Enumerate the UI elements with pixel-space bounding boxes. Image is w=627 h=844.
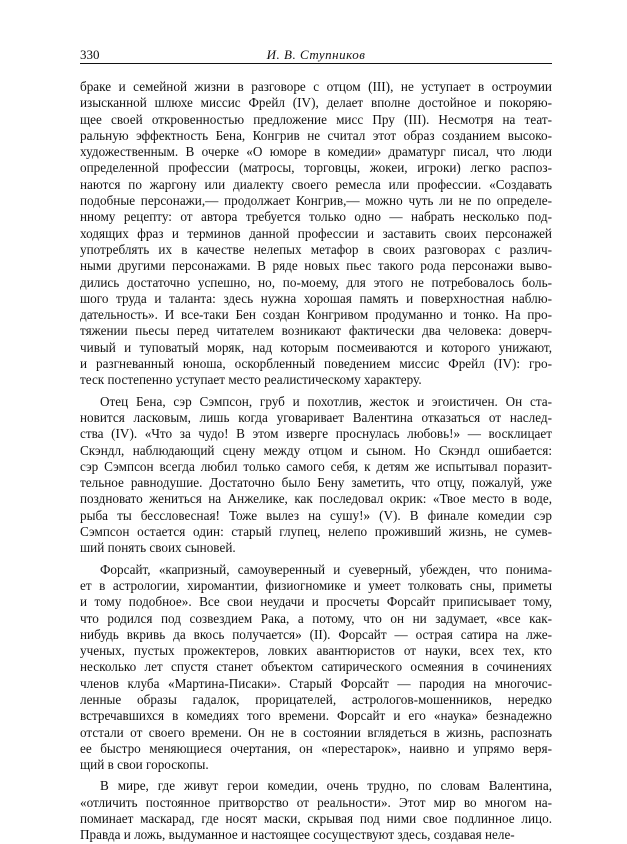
- text-line: чивый и туповатый моряк, над которым посмеиваются и которого унижают,: [80, 339, 552, 355]
- text-line: ший понять своих сыновей.: [80, 540, 236, 556]
- text-line: ства (IV). «Что за чудо! В этом изверге проснулась любовь!» — восклицает: [80, 426, 552, 442]
- text-line: Скэндл, наблюдающий сцену между отцом и сыном. Но Скэндл ошибается:: [80, 442, 552, 458]
- text-line: что родился под созвездием Рака, а потому, что он ни задумает, «все как-: [80, 610, 552, 626]
- text-line: изысканной шлюхе миссис Фрейл (IV), делает вполне достойное и покоряю-: [80, 95, 552, 111]
- paragraph: [80, 394, 552, 557]
- text-line: теск постепенно уступает место реалистическому характеру.: [80, 372, 422, 388]
- running-head: И. В. Ступников: [266, 47, 366, 62]
- text-line: щий в свои гороскопы.: [80, 757, 209, 773]
- text-line: тяжении пьесы перед читателем возникают фактически два человека: доверч-: [80, 323, 552, 339]
- text-line: тельное равнодушие. Достаточно было Бену заметить, что отцу, пожалуй, уже: [80, 475, 552, 491]
- text-line: несколько лет спустя станет объектом сатирического осмеяния в сочинениях: [80, 659, 552, 675]
- text-line: рыба ты бессловесная! Тоже вылез на сушу!» (V). В финале комедии сэр: [80, 507, 552, 523]
- text-line: поминает маскарад, где носят маски, скрывая под ними свое подлинное лицо.: [80, 811, 552, 827]
- paragraph: [80, 562, 552, 774]
- text-line: и разгневанный юноша, оскорбленный поведением миссис Фрейл (IV): гро-: [80, 356, 552, 372]
- text-line: В мире, где живут герои комедии, очень трудно, по словам Валентина,: [100, 778, 552, 794]
- page-number: 330: [80, 47, 100, 62]
- page-header: [80, 47, 552, 64]
- text-line: «отличить постоянное притворство от реальности». Этот мир во многом на-: [80, 794, 552, 810]
- text-line: ет в астрологии, хиромантии, физиогномике и умеет толковать сны, приметы: [80, 577, 552, 593]
- text-line: дательность». И все-таки Бен создан Конгривом продуманно и тонко. На про-: [80, 307, 552, 323]
- text-line: ленные образы гадалок, прорицателей, астрологов-мошенников, нередко: [80, 691, 552, 707]
- text-line: щее своей откровенностью предложение мисс Пру (III). Несмотря на теат-: [80, 111, 552, 127]
- text-line: Правда и ложь, выдуманное и настоящее сосуществуют здесь, создавая неле-: [80, 827, 515, 843]
- text-line: Сэмпсон остается один: старый глупец, нелепо проживший жизнь, не сумев-: [80, 524, 552, 540]
- text-line: ходящих фраз и терминов данной профессии и заставить своих персонажей: [80, 225, 552, 241]
- text-line: Отец Бена, сэр Сэмпсон, груб и похотлив, жесток и эгоистичен. Он ста-: [100, 393, 552, 409]
- paragraph: [80, 79, 552, 389]
- body-text: [80, 79, 552, 844]
- text-line: ральную эффектность Бена, Конгрив не считал этот образ созданием высоко-: [80, 127, 552, 143]
- text-line: употреблять их в качестве нелепых метафор в своих разговорах с различ-: [80, 241, 552, 257]
- text-line: Форсайт, «капризный, самоуверенный и суеверный, убежден, что понима-: [100, 561, 552, 577]
- text-line: подобные персонажи,— продолжает Конгрив,— можно чуть ли не по определе-: [80, 193, 552, 209]
- text-line: членов клуба «Мартина-Писаки». Старый Форсайт — пародия на многочис-: [80, 675, 552, 691]
- text-line: дились достаточно успешно, но, по-моему, для этого не потребовалось боль-: [80, 274, 552, 290]
- text-line: нибудь вкривь да вкось получается» (II). Форсайт — острая сатира на лже-: [80, 626, 552, 642]
- text-line: наются по жаргону или диалекту своего ремесла или профессии. «Создавать: [80, 176, 552, 192]
- text-line: нному рецепту: от автора требуется только одно — набрать несколько под-: [80, 209, 552, 225]
- text-line: художественным. В очерке «О юморе в комедии» драматург писал, что люди: [80, 144, 552, 160]
- paragraph: [80, 778, 552, 843]
- text-line: встречавшихся в комедиях того времени. Форсайт и его «наука» безнадежно: [80, 708, 552, 724]
- text-line: поздновато жениться на Анжелике, как последовал окрик: «Твое место в воде,: [80, 491, 552, 507]
- text-line: сэр Сэмпсон всегда любил только самого себя, к детям же испытывал поразит-: [80, 458, 552, 474]
- text-line: новится ласковым, лишь когда уговаривает Валентина отказаться от наслед-: [80, 409, 552, 425]
- text-line: ученых, пустых прожектеров, ловких авантюристов от науки, всех тех, кто: [80, 643, 552, 659]
- text-line: ными другими персонажами. В ряде новых пьес такого рода персонажи выво-: [80, 258, 552, 274]
- text-line: ее быстро меняющиеся очертания, он «перестарок», наивно и упрямо веря-: [80, 740, 552, 756]
- text-line: отстали от своего времени. Он не в состоянии вглядеться в жизнь, распознать: [80, 724, 552, 740]
- text-line: определенной профессии (матросы, торговцы, жокеи, игроки) легко распоз-: [80, 160, 552, 176]
- text-line: браке и семейной жизни в разговоре с отцом (III), не уступает в остроумии: [80, 79, 552, 94]
- text-line: и тому подобное». Все свои неудачи и просчеты Форсайт приписывает тому,: [80, 594, 552, 610]
- text-line: шого труда и таланта: здесь нужна хорошая память и поверхностная наблю-: [80, 290, 552, 306]
